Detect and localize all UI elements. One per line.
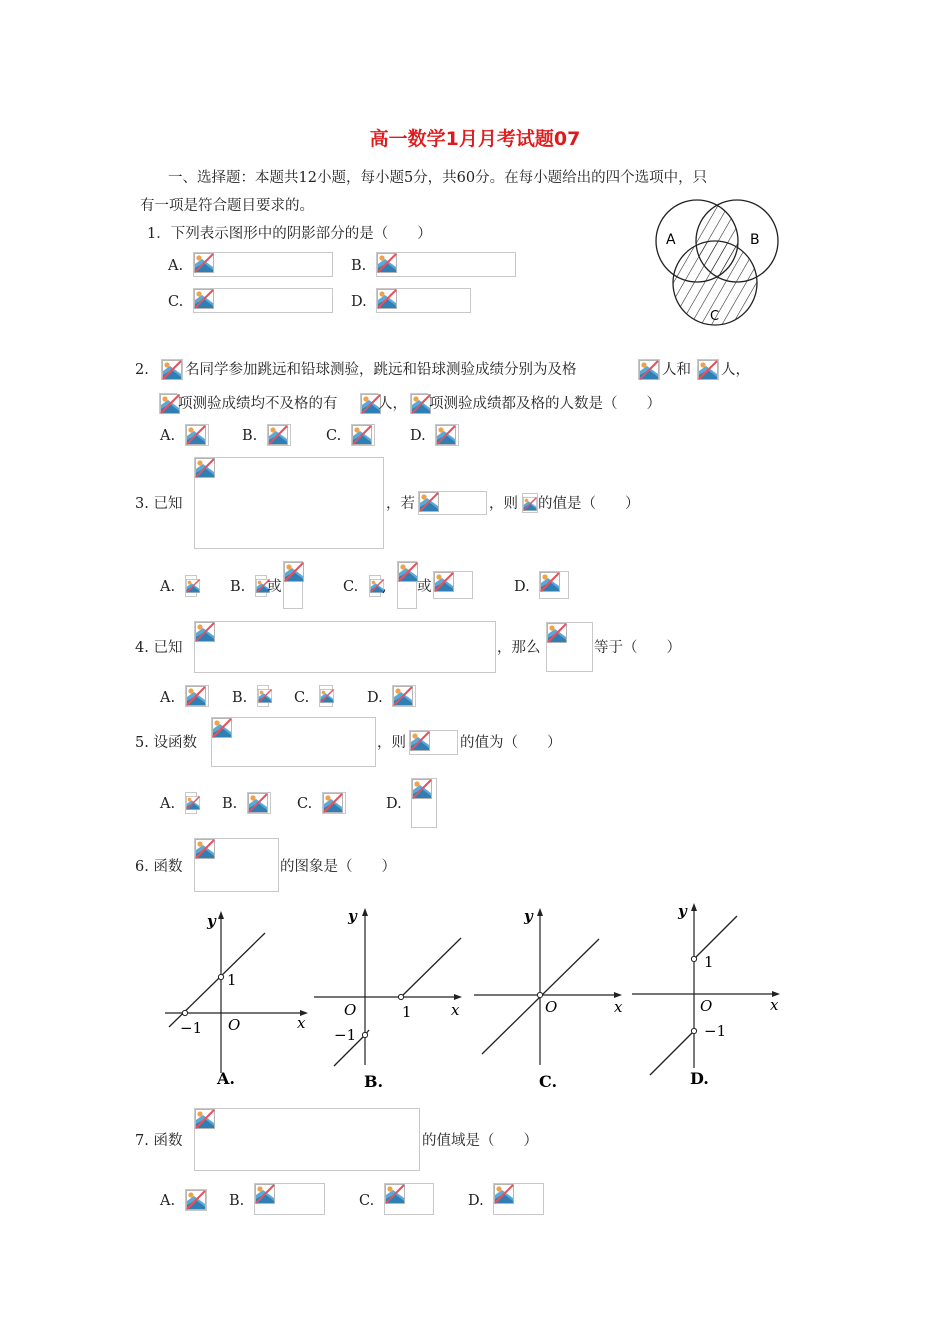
q4-option-b-image	[257, 685, 269, 707]
broken-image-icon	[195, 458, 215, 478]
q2-text-1: 名同学参加跳远和铅球测验，跳远和铅球测验成绩分别为及格	[185, 362, 577, 378]
q5-prefix: 5. 设函数	[135, 735, 197, 751]
broken-image-icon	[419, 492, 439, 512]
q1-option-c-image	[193, 288, 333, 313]
broken-image-icon	[255, 1184, 275, 1204]
y-axis-label: y	[348, 907, 357, 925]
q7-option-c-label: C.	[359, 1193, 375, 1209]
q6-function-image	[194, 838, 279, 892]
q7-option-c-image	[384, 1183, 434, 1215]
q3-option-c-image-2	[397, 561, 417, 609]
q3-option-b-or: 或	[267, 579, 282, 595]
q2-image-two	[410, 393, 428, 414]
q3-prefix: 3. 已知	[135, 496, 183, 512]
q2-text-5: 人，	[378, 396, 407, 412]
graph-caption: D.	[690, 1069, 709, 1088]
tick-label-1: 1	[227, 971, 237, 989]
broken-image-icon	[195, 622, 215, 642]
q2-option-c-image	[351, 424, 375, 446]
q2-option-b-label: B.	[242, 428, 258, 444]
q2-option-c-label: C.	[326, 428, 342, 444]
q7-option-b-label: B.	[229, 1193, 245, 1209]
q3-option-a-label: A.	[160, 579, 176, 595]
q4-function-image	[194, 621, 496, 673]
graph-caption: C.	[539, 1072, 558, 1091]
q5-option-b-label: B.	[222, 796, 238, 812]
q3-option-c-image-1	[369, 575, 381, 597]
broken-image-icon	[639, 360, 659, 380]
tick-label-1: 1	[704, 953, 714, 971]
broken-image-icon	[248, 793, 268, 813]
q3-option-b-label: B.	[230, 579, 246, 595]
broken-image-icon	[320, 686, 334, 706]
q3-option-c-or: 或	[417, 579, 432, 595]
origin-label: O	[344, 1001, 357, 1019]
broken-image-icon	[186, 793, 200, 813]
section-instruction-line1: 一、选择题：本题共12小题，每小题5分，共60分。在每小题给出的四个选项中，只	[168, 170, 708, 186]
q2-option-d-label: D.	[410, 428, 426, 444]
graph-caption: A.	[217, 1069, 235, 1088]
q2-option-b-image	[267, 424, 291, 446]
q5-option-c-label: C.	[297, 796, 313, 812]
q2-image-jump	[638, 359, 660, 380]
graph-caption: B.	[364, 1072, 384, 1091]
q1-option-a-label: A.	[168, 258, 184, 274]
q3-option-c-comma: ,	[382, 579, 387, 595]
q2-image-both	[159, 393, 177, 414]
venn-label-c: C	[710, 309, 720, 324]
q4-middle: ，那么	[497, 640, 541, 656]
q1-option-a-image	[193, 252, 333, 277]
origin-label: O	[700, 997, 713, 1015]
tick-label-minus-1: −1	[180, 1019, 203, 1037]
broken-image-icon	[434, 572, 454, 592]
broken-image-icon	[540, 572, 560, 592]
q2-text-4: 项测验成绩均不及格的有	[178, 396, 338, 412]
q6-prefix: 6. 函数	[135, 859, 183, 875]
q7-suffix: 的值域是（ ）	[422, 1133, 538, 1149]
venn-diagram	[640, 196, 790, 330]
x-axis-label: x	[297, 1014, 306, 1032]
q3-function-image	[194, 457, 384, 549]
broken-image-icon	[352, 425, 372, 445]
broken-image-icon	[195, 1109, 215, 1129]
q3-option-b-image-1	[255, 575, 267, 597]
q4-suffix: 等于（ ）	[594, 640, 681, 656]
broken-image-icon	[410, 731, 430, 751]
q3-suffix: 的值是（ ）	[538, 496, 640, 512]
q3-option-c-label: C.	[343, 579, 359, 595]
q3-option-c-image-3	[433, 571, 473, 599]
venn-label-a: A	[666, 232, 676, 248]
q4-option-c-label: C.	[294, 690, 310, 706]
q2-option-a-image	[185, 424, 209, 446]
broken-image-icon	[186, 576, 200, 596]
broken-image-icon	[258, 686, 272, 706]
q1-option-d-image	[376, 288, 471, 313]
broken-image-icon	[160, 394, 180, 414]
q1-stem: 1．下列表示图形中的阴影部分的是（ ）	[147, 226, 432, 242]
y-axis-label: y	[678, 902, 687, 920]
broken-image-icon	[323, 793, 343, 813]
q1-option-d-label: D.	[351, 294, 367, 310]
broken-image-icon	[186, 1190, 206, 1210]
q3-option-d-label: D.	[514, 579, 530, 595]
page-title: 高一数学1月月考试题07	[369, 128, 581, 150]
broken-image-icon	[398, 562, 418, 582]
q5-middle: ，则	[377, 735, 406, 751]
y-axis-label: y	[524, 907, 533, 925]
section-instruction-line2: 有一项是符合题目要求的。	[140, 198, 314, 214]
broken-image-icon	[412, 779, 432, 799]
q5-function-image	[211, 717, 376, 767]
x-axis-label: x	[451, 1001, 460, 1019]
q5-suffix: 的值为（ ）	[460, 735, 562, 751]
broken-image-icon	[377, 289, 397, 309]
broken-image-icon	[547, 623, 567, 643]
q4-option-a-label: A.	[160, 690, 176, 706]
broken-image-icon	[162, 360, 182, 380]
x-axis-label: x	[770, 996, 779, 1014]
broken-image-icon	[436, 425, 456, 445]
broken-image-icon	[186, 425, 206, 445]
q5-option-a-label: A.	[160, 796, 176, 812]
broken-image-icon	[411, 394, 431, 414]
tick-label-minus-1: −1	[704, 1022, 727, 1040]
q2-image-fail	[360, 393, 378, 414]
q5-option-d-image	[411, 778, 437, 828]
broken-image-icon	[284, 562, 304, 582]
q2-option-d-image	[435, 424, 459, 446]
broken-image-icon	[523, 494, 537, 514]
q5-option-a-image	[185, 792, 197, 814]
q5-option-c-image	[322, 792, 346, 814]
broken-image-icon	[393, 686, 413, 706]
q4-option-d-image	[392, 685, 416, 707]
venn-label-b: B	[750, 232, 760, 248]
q1-option-b-image	[376, 252, 516, 277]
broken-image-icon	[385, 1184, 405, 1204]
origin-label: O	[228, 1016, 241, 1034]
q7-option-d-image	[493, 1183, 544, 1215]
q7-option-d-label: D.	[468, 1193, 484, 1209]
q2-number: 2.	[135, 362, 149, 378]
broken-image-icon	[494, 1184, 514, 1204]
broken-image-icon	[194, 289, 214, 309]
tick-label-1: 1	[402, 1003, 412, 1021]
broken-image-icon	[212, 718, 232, 738]
q5-option-b-image	[247, 792, 271, 814]
q3-middle-2: ，则	[489, 496, 518, 512]
q5-expression-image	[409, 730, 458, 755]
q4-prefix: 4. 已知	[135, 640, 183, 656]
q3-variable-image	[522, 493, 538, 513]
x-axis-label: x	[614, 998, 623, 1016]
q7-function-image	[194, 1108, 420, 1171]
q7-prefix: 7. 函数	[135, 1133, 183, 1149]
broken-image-icon	[194, 253, 214, 273]
q4-option-d-label: D.	[367, 690, 383, 706]
broken-image-icon	[186, 686, 206, 706]
q6-graph-a	[165, 908, 315, 1097]
q2-text-6: 项测验成绩都及格的人数是（ ）	[429, 396, 661, 412]
q3-option-d-image	[539, 571, 569, 599]
q7-option-a-image	[185, 1189, 207, 1211]
q7-option-b-image	[254, 1183, 325, 1215]
broken-image-icon	[698, 360, 718, 380]
q3-option-b-image-2	[283, 561, 303, 609]
q6-suffix: 的图象是（ ）	[280, 859, 396, 875]
q2-option-a-label: A.	[160, 428, 176, 444]
q4-option-b-label: B.	[232, 690, 248, 706]
y-axis-label: y	[207, 912, 216, 930]
q3-condition-image	[418, 491, 487, 515]
q2-image-shot	[697, 359, 719, 380]
broken-image-icon	[377, 253, 397, 273]
origin-label: O	[545, 998, 558, 1016]
q3-middle: ，若	[386, 496, 415, 512]
q4-option-c-image	[319, 685, 333, 707]
q7-option-a-label: A.	[160, 1193, 176, 1209]
q5-option-d-label: D.	[386, 796, 402, 812]
broken-image-icon	[268, 425, 288, 445]
q2-text-2: 人和	[662, 362, 691, 378]
q6-graph-b	[314, 905, 469, 1099]
q4-option-a-image	[185, 685, 209, 707]
tick-label-minus-1: −1	[334, 1026, 357, 1044]
q6-graph-c	[474, 905, 629, 1099]
q4-expression-image	[546, 622, 593, 672]
q3-option-a-image	[185, 575, 197, 597]
q1-option-b-label: B.	[351, 258, 367, 274]
broken-image-icon	[195, 839, 215, 859]
q2-count-image	[161, 359, 183, 380]
q1-option-c-label: C.	[168, 294, 184, 310]
q2-text-3: 人，	[721, 362, 750, 378]
q6-graph-d	[632, 900, 787, 1094]
